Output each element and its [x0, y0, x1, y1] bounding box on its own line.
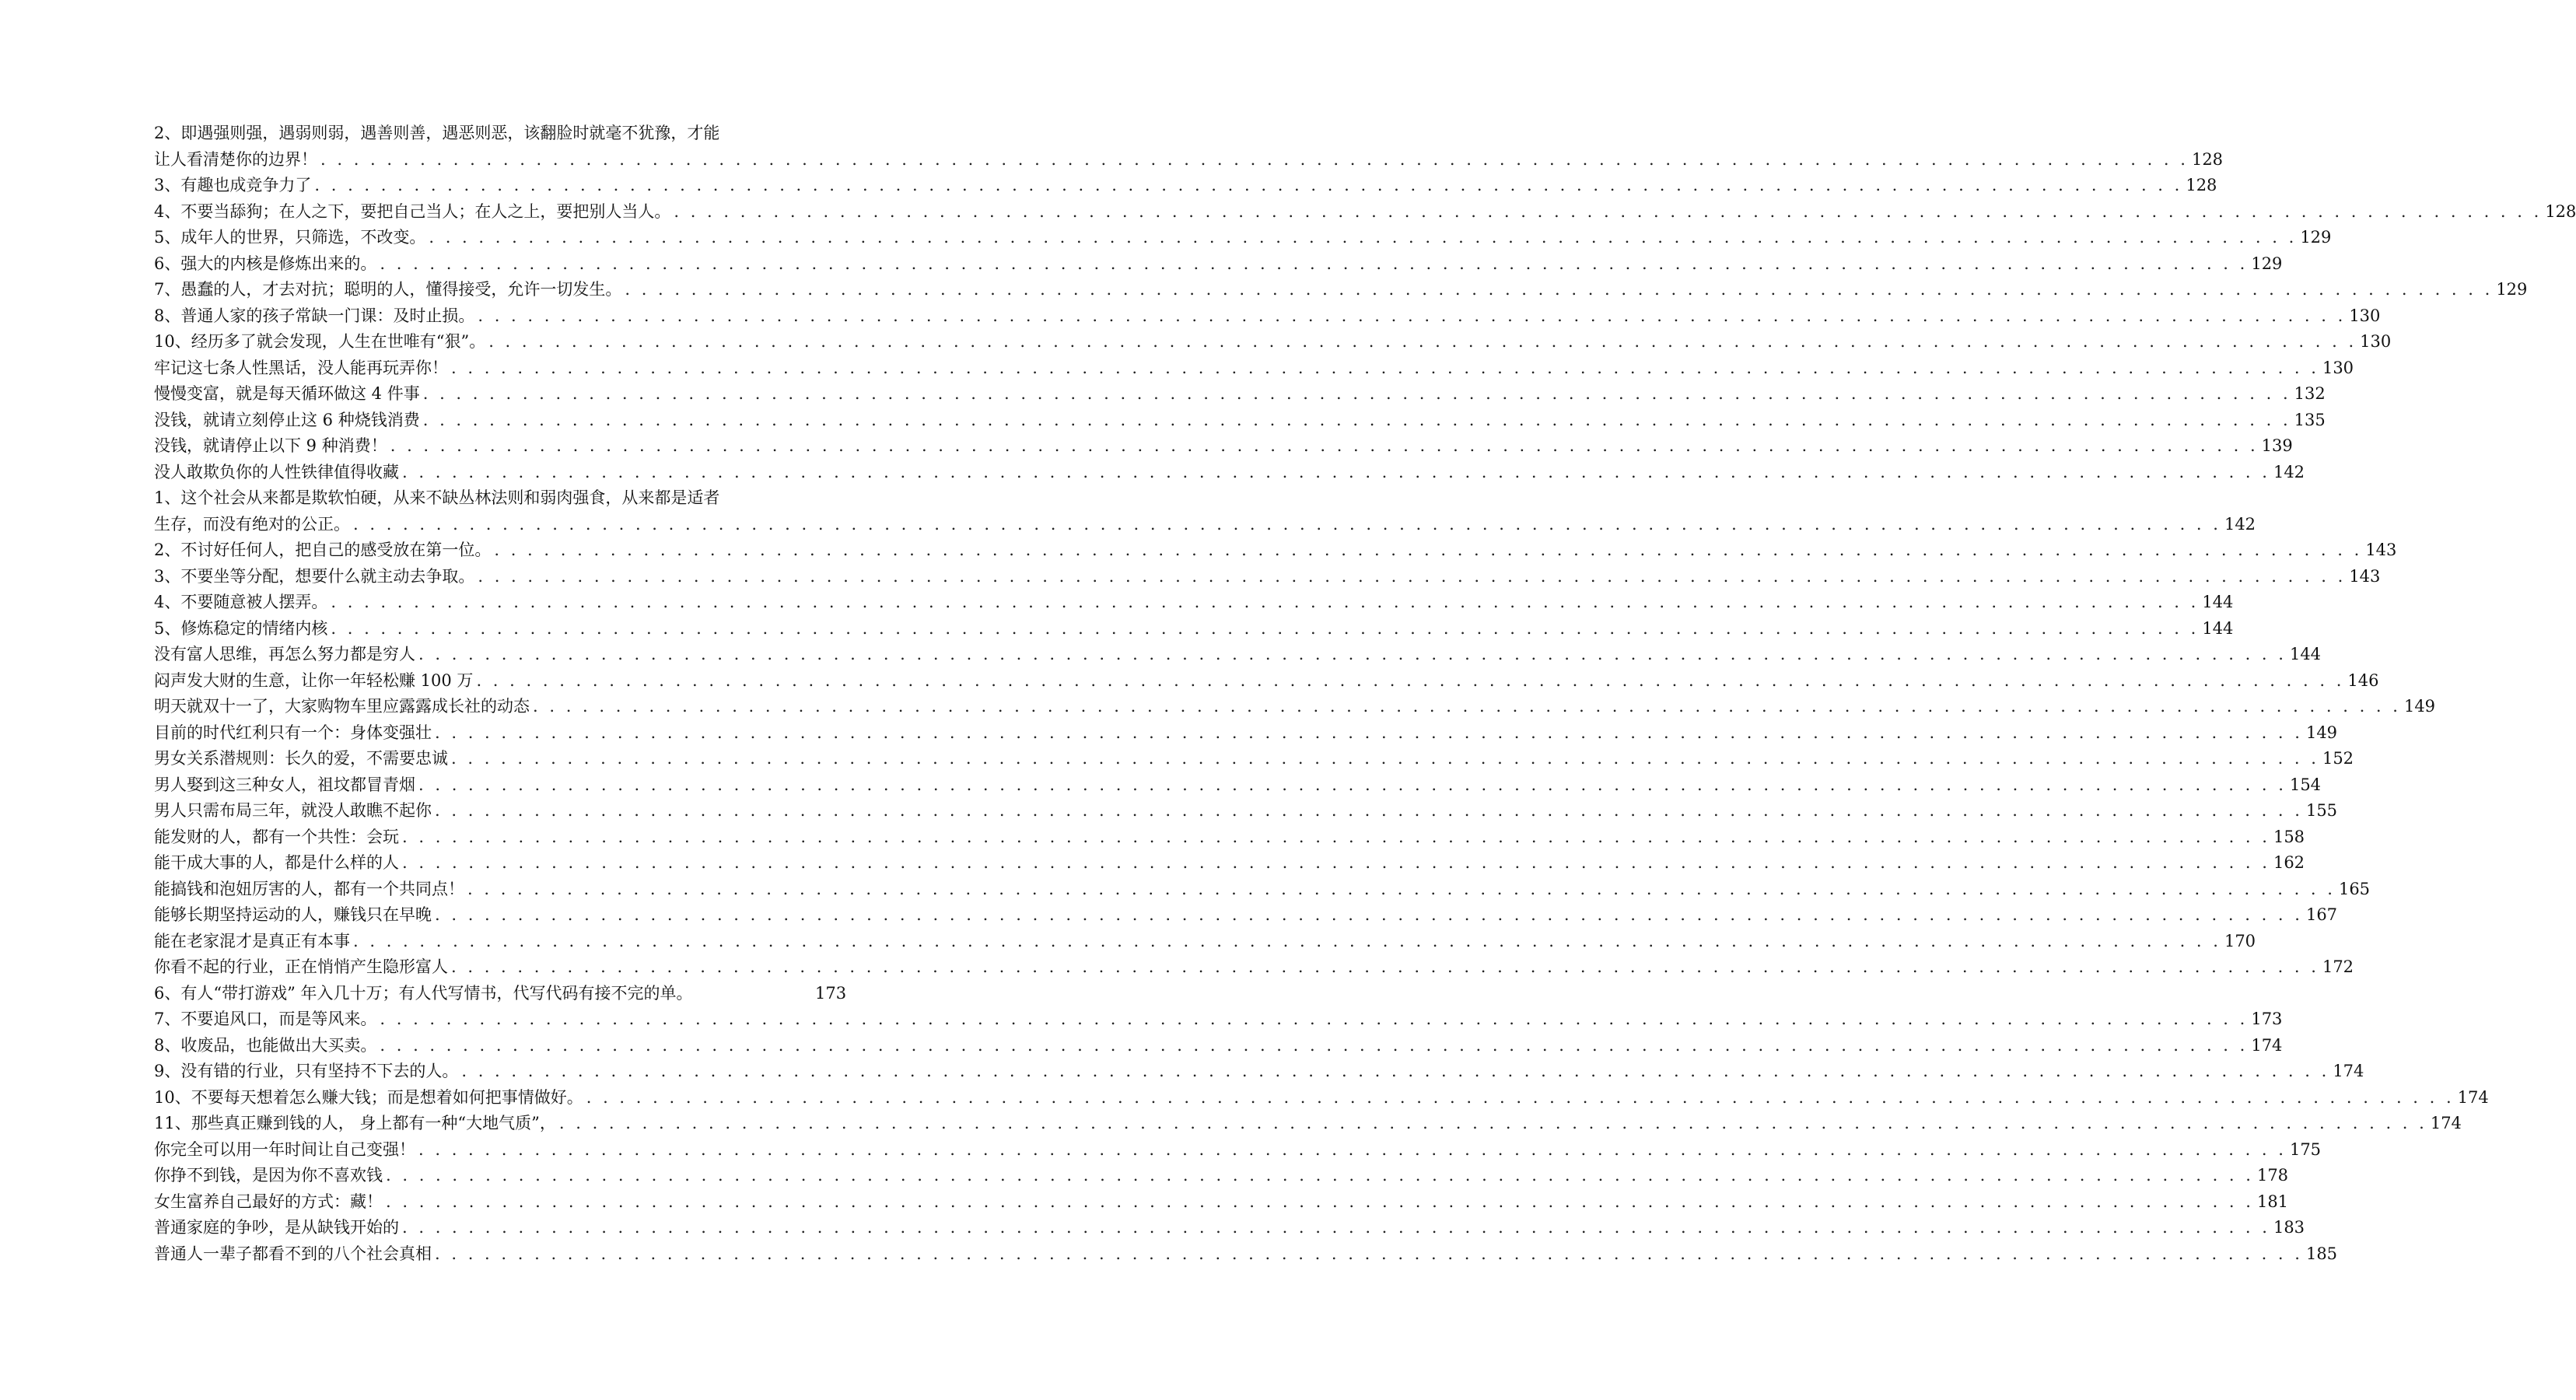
toc-entry[interactable]	[154, 408, 2326, 434]
toc-leader-dots: . . . . . . . . . . . . . . . . . . . . . . . . . . . . . . . . . . . . . . . . . . . . . . . . . . . . . . . . . . . . . . . . . . . . . . . . . . . . . . . . . . . . . . . . . . . . . . . . . . . . . . . . . . . . . . . . .	[386, 1192, 2254, 1211]
toc-page-number: 129	[2251, 254, 2283, 273]
toc-page-number: 185	[2305, 1244, 2338, 1263]
toc-entry[interactable]	[154, 1033, 2283, 1059]
toc-entry-title: 目前的时代红利只有一个：身体变强壮	[154, 723, 432, 742]
toc-leader-dots: . . . . . . . . . . . . . . . . . . . . . . . . . . . . . . . . . . . . . . . . . . . . . . . . . . . . . . . . . . . . . . . . . . . . . . . . . . . . . . . . . . . . . . . . . . . . . . . . . . . . . . . . . . . . . . . . .	[558, 1114, 2427, 1132]
toc-entry-title: 能够长期坚持运动的人，赚钱只在早晚	[154, 905, 432, 924]
toc-entry[interactable]	[154, 199, 2576, 226]
toc-entry[interactable]	[154, 929, 2256, 955]
toc-leader-dots: . . . . . . . . . . . . . . . . . . . . . . . . . . . . . . . . . . . . . . . . . . . . . . . . . . . . . . . . . . . . . . . . . . . . . . . . . . . . . . . . . . . . . . . . . . . . . . . . . . . . . . . . . . . . . . . . .	[422, 410, 2291, 429]
toc-entry[interactable]	[154, 850, 2305, 877]
toc-entry[interactable]	[154, 746, 2354, 772]
toc-entry-title: 没钱，就请立刻停止这 6 种烧钱消费	[154, 410, 420, 429]
toc-entry[interactable]	[154, 616, 2234, 642]
toc-entry-title: 男人娶到这三种女人，祖坟都冒青烟	[154, 775, 415, 794]
toc-entry[interactable]	[154, 460, 2305, 486]
toc-page-number: 144	[2202, 618, 2234, 638]
toc-page-number: 181	[2256, 1192, 2289, 1211]
toc-page-number: 165	[2338, 879, 2371, 898]
toc-page-number: 175	[2289, 1139, 2322, 1159]
toc-page-number: 178	[2256, 1166, 2289, 1185]
toc-page-number: 174	[2457, 1087, 2489, 1107]
toc-entry-title: 能搞钱和泡妞厉害的人，都有一个共同点！	[154, 879, 464, 898]
toc-entry[interactable]	[154, 590, 2234, 616]
toc-entry-title: 你看不起的行业，正在悄悄产生隐形富人	[154, 957, 448, 976]
toc-page-number: 128	[2186, 176, 2217, 194]
toc-leader-dots: . . . . . . . . . . . . . . . . . . . . . . . . . . . . . . . . . . . . . . . . . . . . . . . . . . . . . . . . . . . . . . . . . . . . . . . . . . . . . . . . . . . . . . . . . . . . . . . . . . . . . . . . . . . . . . . . .	[418, 645, 2287, 663]
toc-leader-dots: . . . . . . . . . . . . . . . . . . . . . . . . . . . . . . . . . . . . . . . . . . . . . . . . . . . . . . . . . . . . . . . . . . . . . . . . . . . . . . . . . . . . . . . . . . . . . . . . . . . . . . . . . . . . . . . . .	[674, 201, 2543, 221]
toc-entry-title: 10、不要每天想着怎么赚大钱；而是想着如何把事情做好。	[154, 1087, 583, 1107]
toc-entry[interactable]	[154, 251, 2283, 278]
toc-leader-dots: . . . . . . . . . . . . . . . . . . . . . . . . . . . . . . . . . . . . . . . . . . . . . . . . . . . . . . . . . . . . . . . . . . . . . . . . . . . . . . . . . . . . . . . . . . . . . . . . . . . . . . . . . . . . . . . . .	[402, 827, 2270, 846]
toc-entry-title: 能发财的人，都有一个共性：会玩	[154, 827, 399, 846]
toc-page-number: 183	[2273, 1218, 2305, 1237]
toc-page-number: 172	[2322, 957, 2354, 976]
toc-leader-dots: . . . . . . . . . . . . . . . . . . . . . . . . . . . . . . . . . . . . . . . . . . . . . . . . . . . . . . . . . . . . . . . . . . . . . . . . . . . . . . . . . . . . . . . . . . . . . . . . . . . . . . . . . . . . . . . . .	[422, 384, 2291, 403]
toc-page-number: 144	[2289, 645, 2322, 663]
toc-page-number: 142	[2273, 462, 2305, 481]
toc-leader-dots: . . . . . . . . . . . . . . . . . . . . . . . . . . . . . . . . . . . . . . . . . . . . . . . . . . . . . . . . . . . . . . . . . . . . . . . . . . . . . . . . . . . . . . . . . . . . . . . . . . . . . . . . . . . . . . . . .	[435, 1244, 2303, 1263]
toc-leader-dots: . . . . . . . . . . . . . . . . . . . . . . . . . . . . . . . . . . . . . . . . . . . . . . . . . . . . . . . . . . . . . . . . . . . . . . . . . . . . . . . . . . . . . . . . . . . . . . . . . . . . . . . . . . . . . . . . .	[331, 618, 2200, 638]
toc-page-number: 149	[2403, 697, 2436, 716]
toc-entry-title: 5、修炼稳定的情绪内核	[154, 618, 328, 638]
toc-leader-dots: . . . . . . . . . . . . . . . . . . . . . . . . . . . . . . . . . . . . . . . . . . . . . . . . . . . . . . . . . . . . . . . . . . . . . . . . . . . . . . . . . . . . . . . . . . . . . . . . . . . . . . . . . . . . . . . . .	[478, 566, 2347, 586]
toc-entry-title: 生存，而没有绝对的公正。	[154, 514, 350, 534]
toc-entry-title: 10、经历多了就会发现，人生在世唯有“狠”。	[154, 332, 486, 351]
toc-entry-title: 能干成大事的人，都是什么样的人	[154, 853, 399, 872]
toc-leader-dots: . . . . . . . . . . . . . . . . . . . . . . . . . . . . . . . . . . . . . . . . . . . . . . . . . . . . . . . . . . . . . . . . . . . . . . . . . . . . . . . . . . . . . . . . . . . . . . . . . . . . . . . . . . . . . . . . .	[494, 541, 2363, 559]
toc-entry[interactable]	[154, 954, 2354, 981]
toc-entry[interactable]	[154, 824, 2305, 851]
toc-leader-dots: . . . . . . . . . . . . . . . . . . . . . . . . . . . . . . . . . . . . . . . . . . . . . . . . . . . . . . . . . . . . . . . . . . . . . . . . . . . . . . . . . . . . . . . . . . . . . . . . . . . . . . . . . . . . . . . . .	[478, 306, 2347, 325]
toc-entry-title: 女生富养自己最好的方式：藏！	[154, 1192, 383, 1211]
toc-entry-title: 3、不要坐等分配，想要什么就主动去争取。	[154, 566, 475, 586]
toc-entry[interactable]	[154, 433, 2293, 460]
toc-leader-dots: . . . . . . . . . . . . . . . . . . . . . . . . . . . . . . . . . . . . . . . . . . . . . . . . . . . . . . . . . . . . . . . . . . . . . . . . . . . . . . . . . . . . . . . . . . . . . . . . . . . . . . . . . . . . . . . . .	[451, 957, 2319, 976]
toc-leader-dots: . . . . . . . . . . . . . . . . . . . . . . . . . . . . . . . . . . . . . . . . . . . . . . . . . . . . . . . . . . . . . . . . . . . . . . . . . . . . . . . . . . . . . . . . . . . . . . . . . . . . . . . . . . . . . . . . .	[435, 905, 2303, 924]
toc-leader-dots: . . . . . . . . . . . . . . . . . . . . . . . . . . . . . . . . . . . . . . . . . . . . . . . . . . . . . . . . . . . . . . . . . . . . . . . . . . . . . . . . . . . . . . . . . . . . . . . . . . . . . . . . . . . . . . . . .	[380, 1035, 2249, 1055]
toc-entry-title: 没人敢欺负你的人性铁律值得收藏	[154, 462, 399, 481]
toc-entry-title: 男女关系潜规则：长久的爱，不需要忠诚	[154, 749, 448, 768]
toc-leader-dots: . . . . . . . . . . . . . . . . . . . . . . . . . . . . . . . . . . . . . . . . . . . . . . . . . . . . . . . . . . . . . . . . . . . . . . . . . . . . . . . . . . . . . . . . . . . . . . . . . . . . . . . . . . . . . . . . .	[402, 1218, 2270, 1237]
toc-entry[interactable]	[154, 225, 2332, 251]
toc-entry[interactable]	[154, 1189, 2289, 1216]
toc-entry-title: 普通人一辈子都看不到的八个社会真相	[154, 1244, 432, 1263]
toc-page-number: 173	[815, 983, 847, 1003]
toc-leader-dots: . . . . . . . . . . . . . . . . . . . . . . . . . . . . . . . . . . . . . . . . . . . . . . . . . . . . . . . . . . . . . . . . . . . . . . . . . . . . . . . . . . . . . . . . . . . . . . . . . . . . . . . . . . . . . . . . .	[380, 254, 2249, 273]
toc-leader-dots: . . . . . . . . . . . . . . . . . . . . . . . . . . . . . . . . . . . . . . . . . . . . . . . . . . . . . . . . . . . . . . . . . . . . . . . . . . . . . . . . . . . . . . . . . . . . . . . . . . . . . . . . . . . . . . . . .	[331, 593, 2200, 611]
toc-entry[interactable]	[154, 1241, 2338, 1268]
toc-page-number: 129	[2300, 228, 2332, 247]
toc-entry[interactable]	[154, 877, 2371, 903]
toc-page-number: 173	[2251, 1010, 2283, 1028]
toc-leader-dots: . . . . . . . . . . . . . . . . . . . . . . . . . . . . . . . . . . . . . . . . . . . . . . . . . . . . . . . . . . . . . . . . . . . . . . . . . . . . . . . . . . . . . . . . . . . . . . . . . . . . . . . . . . . . . . . . .	[314, 176, 2183, 194]
toc-entry[interactable]	[154, 512, 2256, 538]
toc-entry[interactable]	[154, 798, 2338, 824]
toc-leader-dots: . . . . . . . . . . . . . . . . . . . . . . . . . . . . . . . . . . . . . . . . . . . . . . . . . . . . . . . . . . . . . . . . . . . . . . . . . . . . . . . . . . . . . . . . . . . . . . . . . . . . . . . . . . . . . . . . .	[418, 1139, 2287, 1159]
toc-page-number: 135	[2294, 410, 2326, 429]
toc-page-number: 144	[2202, 593, 2234, 611]
toc-entry[interactable]	[154, 277, 2528, 303]
toc-entry[interactable]	[154, 1163, 2289, 1189]
toc-page-number: 130	[2322, 358, 2354, 377]
toc-page-number: 146	[2347, 670, 2379, 690]
toc-entry-title: 7、不要追风口，而是等风来。	[154, 1010, 377, 1028]
toc-entry-title: 你完全可以用一年时间让自己变强！	[154, 1139, 415, 1159]
toc-entry[interactable]	[154, 303, 2381, 330]
toc-leader-dots: . . . . . . . . . . . . . . . . . . . . . . . . . . . . . . . . . . . . . . . . . . . . . . . . . . . . . . . . . . . . . . . . . . . . . . . . . . . . . . . . . . . . . . . . . . . . . . . . . . . . . . . . . . . . . . . . .	[625, 280, 2494, 299]
toc-leader-dots: . . . . . . . . . . . . . . . . . . . . . . . . . . . . . . . . . . . . . . . . . . . . . . . . . . . . . . . . . . . . . . . . . . . . . . . . . . . . . . . . . . . . . . . . . . . . . . . . . . . . . . . . . . . . . . . . .	[402, 853, 2270, 872]
toc-leader-dots: . . . . . . . . . . . . . . . . . . . . . . . . . . . . . . . . . . . . . . . . . . . . . . . . . . . . . . . . . . . . . . . . . . . . . . . . . . . . . . . . . . . . . . . . . . . . . . . . . . . . . . . . . . . . . . . . .	[476, 670, 2345, 690]
toc-entry[interactable]	[154, 147, 2224, 173]
toc-entry[interactable]	[154, 1111, 2462, 1137]
toc-entry-title: 普通家庭的争吵，是从缺钱开始的	[154, 1218, 399, 1237]
toc-leader-dots: . . . . . . . . . . . . . . . . . . . . . . . . . . . . . . . . . . . . . . . . . . . . . . . . . . . . . . . . . . . . . . . . . . . . . . . . . . . . . . . . . . . . . . . . . . . . . . . . . . . . . . . . . . . . . . . . .	[429, 228, 2298, 247]
toc-leader-dots: . . . . . . . . . . . . . . . . . . . . . . . . . . . . . . . . . . . . . . . . . . . . . . . . . . . . . . . . . . . . . . . . . . . . . . . . . . . . . . . . . . . . . . . . . . . . . . . . . . . . . . . . . . . . . . . . .	[380, 1010, 2249, 1028]
toc-entry[interactable]	[154, 720, 2338, 747]
toc-entry[interactable]	[154, 329, 2392, 355]
toc-leader-dots: . . . . . . . . . . . . . . . . . . . . . . . . . . . . . . . . . . . . . . . . . . . . . . . . . . . . . . . . . . . . . . . . . . . . . . . . . . . . . . . . . . . . . . . . . . . . . . . . . . . . . . . . . . . . . . . . .	[451, 358, 2319, 377]
toc-entry[interactable]	[154, 981, 846, 1007]
toc-entry[interactable]	[154, 1006, 2283, 1033]
toc-leader-dots: . . . . . . . . . . . . . . . . . . . . . . . . . . . . . . . . . . . . . . . . . . . . . . . . . . . . . . . . . . . . . . . . . . . . . . . . . . . . . . . . . . . . . . . . . . . . . . . . . . . . . . . . . . . . . . . . .	[586, 1087, 2455, 1107]
toc-leader-dots: . . . . . . . . . . . . . . . . . . . . . . . . . . . . . . . . . . . . . . . . . . . . . . . . . . . . . . . . . . . . . . . . . . . . . . . . . . . . . . . . . . . . . . . . . . . . . . . . . . . . . . . . . . . . . . . . .	[461, 1062, 2330, 1080]
toc-page-number: 174	[2430, 1114, 2462, 1132]
toc-entry-line: 1、这个社会从来都是欺软怕硬，从来不缺丛林法则和弱肉强食，从来都是适者	[154, 488, 720, 507]
toc-entry[interactable]	[154, 902, 2338, 929]
toc-leader-dots: . . . . . . . . . . . . . . . . . . . . . . . . . . . . . . . . . . . . . . . . . . . . . . . . . . . . . . . . . . . . . . . . . . . . . . . . . . . . . . . . . . . . . . . . . . . . . . . . . . . . . . . . . . . . . . . . .	[435, 801, 2303, 820]
toc-entry[interactable]	[154, 772, 2322, 799]
toc-entry-title: 8、普通人家的孩子常缺一门课：及时止损。	[154, 306, 475, 325]
toc-leader-dots: . . . . . . . . . . . . . . . . . . . . . . . . . . . . . . . . . . . . . . . . . . . . . . . . . . . . . . . . . . . . . . . . . . . . . . . . . . . . . . . . . . . . . . . . . . . . . . . . . . . . . . . . . . . . . . . . .	[402, 462, 2270, 481]
toc-page-number: 174	[2251, 1035, 2283, 1055]
toc-entry[interactable]	[154, 1215, 2305, 1241]
toc-page-number: 149	[2305, 723, 2338, 742]
toc-entry[interactable]	[154, 1137, 2322, 1164]
toc-page-number: 143	[2349, 566, 2381, 586]
toc-page-number: 170	[2224, 931, 2256, 950]
toc-entry-title: 男人只需布局三年，就没人敢瞧不起你	[154, 801, 432, 820]
toc-entry[interactable]	[154, 668, 2379, 695]
table-of-contents	[154, 121, 2576, 1267]
toc-entry-title: 能在老家混才是真正有本事	[154, 931, 350, 950]
toc-entry-title: 4、不要随意被人摆弄。	[154, 593, 328, 611]
toc-entry-title: 7、愚蠢的人，才去对抗；聪明的人，懂得接受，允许一切发生。	[154, 280, 622, 299]
toc-page-number: 142	[2224, 514, 2256, 534]
toc-entry-title: 6、有人“带打游戏” 年入几十万；有人代写情书，代写代码有接不完的单。	[154, 983, 693, 1003]
toc-leader-dots: . . . . . . . . . . . . . . . . . . . . . . . . . . . . . . . . . . . . . . . . . . . . . . . . . . . . . . . . . . . . . . . . . . . . . . . . . . . . . . . . . . . . . . . . . . . . . . . . . . . . . . . . . . . . . . . . .	[390, 436, 2259, 455]
toc-entry-title: 闷声发大财的生意，让你一年轻松赚 100 万	[154, 670, 474, 690]
toc-entry[interactable]	[154, 381, 2326, 408]
toc-entry-title: 没有富人思维，再怎么努力都是穷人	[154, 645, 415, 663]
toc-leader-dots: . . . . . . . . . . . . . . . . . . . . . . . . . . . . . . . . . . . . . . . . . . . . . . . . . . . . . . . . . . . . . . . . . . . . . . . . . . . . . . . . . . . . . . . . . . . . . . . . . . . . . . . . . . . . . . . . .	[451, 749, 2319, 768]
toc-leader-dots: . . . . . . . . . . . . . . . . . . . . . . . . . . . . . . . . . . . . . . . . . . . . . . . . . . . . . . . . . . . . . . . . . . . . . . . . . . . . . . . . . . . . . . . . . . . . . . . . . . . . . . . . . . . . . . . . .	[353, 931, 2221, 950]
toc-entry-title: 让人看清楚你的边界！	[154, 149, 317, 169]
toc-page-number: 154	[2289, 775, 2322, 794]
toc-leader-dots: . . . . . . . . . . . . . . . . . . . . . . . . . . . . . . . . . . . . . . . . . . . . . . . . . . . . . . . . . . . . . . . . . . . . . . . . . . . . . . . . . . . . . . . . . . . . . . . . . . . . . . . . . . . . . . . . .	[435, 723, 2303, 742]
toc-entry-title: 慢慢变富，就是每天循环做这 4 件事	[154, 384, 420, 403]
toc-entry-title: 6、强大的内核是修炼出来的。	[154, 254, 377, 273]
toc-page-number: 129	[2496, 280, 2528, 299]
toc-page-number: 158	[2273, 827, 2305, 846]
toc-page-number: 155	[2305, 801, 2338, 820]
toc-page-number: 128	[2191, 149, 2224, 169]
toc-leader-dots: . . . . . . . . . . . . . . . . . . . . . . . . . . . . . . . . . . . . . . . . . . . . . . . . . . . . . . . . . . . . . . . . . . . . . . . . . . . . . . . . . . . . . . . . . . . . . . . . . . . . . . . . . . . . . . . . .	[533, 697, 2401, 716]
toc-entry-title: 牢记这七条人性黑话，没人能再玩弄你！	[154, 358, 448, 377]
toc-page-number: 152	[2322, 749, 2354, 768]
toc-entry-line: 2、即遇强则强，遇弱则弱，遇善则善，遇恶则恶，该翻脸时就毫不犹豫，才能	[154, 124, 720, 142]
toc-entry-title: 你挣不到钱，是因为你不喜欢钱	[154, 1166, 383, 1185]
toc-page-number: 130	[2360, 332, 2392, 351]
toc-page-number: 162	[2273, 853, 2305, 872]
toc-entry[interactable]	[154, 537, 2397, 564]
toc-entry[interactable]	[154, 355, 2354, 382]
toc-page-number: 143	[2365, 541, 2397, 559]
toc-entry-title: 明天就双十一了，大家购物车里应露露成长社的动态	[154, 697, 530, 716]
toc-entry-title: 2、不讨好任何人，把自己的感受放在第一位。	[154, 541, 492, 559]
toc-leader-dots: . . . . . . . . . . . . . . . . . . . . . . . . . . . . . . . . . . . . . . . . . . . . . . . . . . . . . . . . . . . . . . . . . . . . . . . . . . . . . . . . . . . . . . . . . . . . . . . . . . . . . . . . . . . . . . . . .	[386, 1166, 2254, 1185]
toc-page-number: 130	[2349, 306, 2381, 325]
toc-leader-dots: . . . . . . . . . . . . . . . . . . . . . . . . . . . . . . . . . . . . . . . . . . . . . . . . . . . . . . . . . . . . . . . . . . . . . . . . . . . . . . . . . . . . . . . . . . . . . . . . . . . . . . . . . . . . . . . . .	[418, 775, 2287, 794]
toc-page-number: 128	[2545, 201, 2576, 221]
toc-page-number: 139	[2261, 436, 2293, 455]
toc-leader-dots: . . . . . . . . . . . . . . . . . . . . . . . . . . . . . . . . . . . . . . . . . . . . . . . . . . . . . . . . . . . . . . . . . . . . . . . . . . . . . . . . . . . . . . . . . . . . . . . . . . . . . . . . . . . . . . . . .	[353, 514, 2221, 534]
toc-entry[interactable]	[154, 642, 2322, 668]
toc-entry[interactable]	[154, 694, 2436, 720]
toc-leader-dots: . . . . . . . . . . . . . . . . . . . . . . . . . . . . . . . . . . . . . . . . . . . . . . . . . . . . . . . . . . . . . . . . . . . . . . . . . . . . . . . . . . . . . . . . . . . . . . . . . . . . . . . . . . . . . . . . .	[320, 149, 2189, 169]
toc-entry[interactable]	[154, 564, 2381, 590]
toc-entry-title: 3、有趣也成竞争力了	[154, 176, 312, 194]
toc-entry-title: 9、没有错的行业，只有坚持不下去的人。	[154, 1062, 459, 1080]
toc-leader-dots: . . . . . . . . . . . . . . . . . . . . . . . . . . . . . . . . . . . . . . . . . . . . . . . . . . . . . . . . . . . . . . . . . . . . . . . . . . . . . . . . . . . . . . . . . . . . . . . . . . . . . . . . . . . . . . . . .	[467, 879, 2336, 898]
toc-entry[interactable]	[154, 1085, 2489, 1111]
toc-page-number: 167	[2305, 905, 2338, 924]
toc-entry[interactable]	[154, 173, 2217, 199]
toc-entry-title: 没钱，就请停止以下 9 种消费！	[154, 436, 387, 455]
toc-leader-dots: . . . . . . . . . . . . . . . . . . . . . . . . . . . . . . . . . . . . . . . . . . . . . . . . . . . . . . . . . . . . . . . . . . . . . . . . . . . . . . . . . . . . . . . . . . . . . . . . . . . . . . . . . . . . . . . . .	[488, 332, 2357, 351]
toc-entry-title: 5、成年人的世界，只筛选，不改变。	[154, 228, 426, 247]
toc-page-number: 132	[2294, 384, 2326, 403]
toc-entry-title: 11、那些真正赚到钱的人， 身上都有一种“大地气质”，	[154, 1114, 556, 1132]
toc-entry-title: 8、收废品，也能做出大买卖。	[154, 1035, 377, 1055]
toc-entry-title: 4、不要当舔狗；在人之下，要把自己当人；在人之上，要把别人当人。	[154, 201, 671, 221]
toc-entry[interactable]	[154, 1059, 2364, 1085]
toc-page-number: 174	[2333, 1062, 2364, 1080]
